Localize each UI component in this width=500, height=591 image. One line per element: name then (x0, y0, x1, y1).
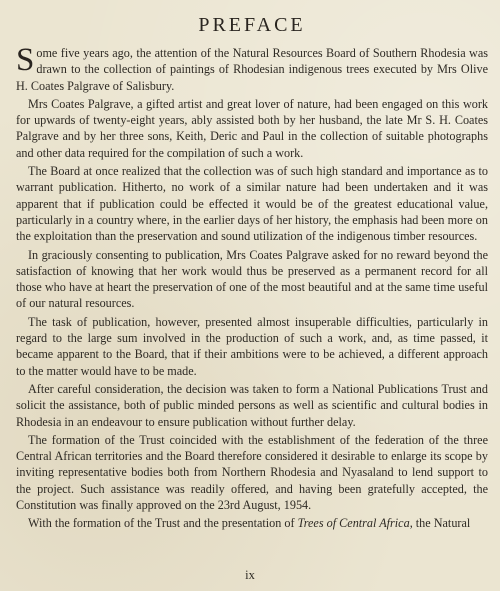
paragraph-8-text-end: , the Natural (409, 516, 471, 531)
paragraph-7: The formation of the Trust coincided with the establishment of the federation of the three Central African territories and the Board therefore considered it desirable to enlarge its scope by inviting representative bodies both from Northern Rhodesia and Nyasaland to lend support to the project. Such assistance was readily offered, and having been gratefully accepted, the Constitution was finally approved on the 23rd August, 1954. (16, 432, 488, 513)
drop-cap: S (16, 42, 35, 78)
paragraph-2: Mrs Coates Palgrave, a gifted artist and great lover of nature, had been engaged on this work for upwards of twenty-eight years, ably assisted both by her husband, the late Mr S. H. Coates Palgrave and by her three sons, Keith, Deric and Paul in the collection of suitable photographs and other data required for the compilation of such a work. (16, 96, 488, 160)
paragraph-8 (16, 515, 488, 531)
page-number: ix (245, 568, 255, 582)
paragraph-3: The Board at once realized that the collection was of such high standard and importance as to warrant publication. Hitherto, no work of a similar nature had been undertaken and it was apparent that if publication could be effected it would be of the greatest educational value, particularly in a country where, in the earlier days of her history, the emphasis had been more on the exploitation than the preservation and sound utilization of the indigenous timber resources. (16, 164, 488, 244)
paragraph-8-text-start: With the formation of the Trust and the presentation of (28, 516, 298, 531)
paragraph-1 (16, 42, 488, 94)
paragraph-4: In graciously consenting to publication, Mrs Coates Palgrave asked for no reward beyond the satisfaction of knowing that her work would thus be preserved as a permanent record for all those who have at heart the preservation of one of the most beautiful and at the same time useful of our natural resources. (16, 247, 488, 311)
paragraph-6: After careful consideration, the decision was taken to form a National Publications Trust and solicit the assistance, both of public minded persons as well as scientific and cultural bodies in Rhodesia in an endeavour to ensure publication without further delay. (16, 381, 488, 429)
preface-body (16, 42, 488, 532)
paragraph-5: The task of publication, however, presented almost insuperable difficulties, particularly in regard to the large sum involved in the production of such a work, and, as time passed, it became apparent to the Board, that if their ambitions were to be achieved, a different approach to the matter would have to be made. (16, 314, 488, 378)
paragraph-1-text: ome five years ago, the attention of the Natural Resources Board of Southern Rhodesia was drawn to the collection of paintings of Rhodesian indigenous trees executed by Mrs Olive H. Coates Palgrave of Salisbury. (16, 46, 488, 93)
book-title-italic: Trees of Central Africa (297, 516, 410, 531)
page-title: PREFACE (198, 14, 306, 36)
